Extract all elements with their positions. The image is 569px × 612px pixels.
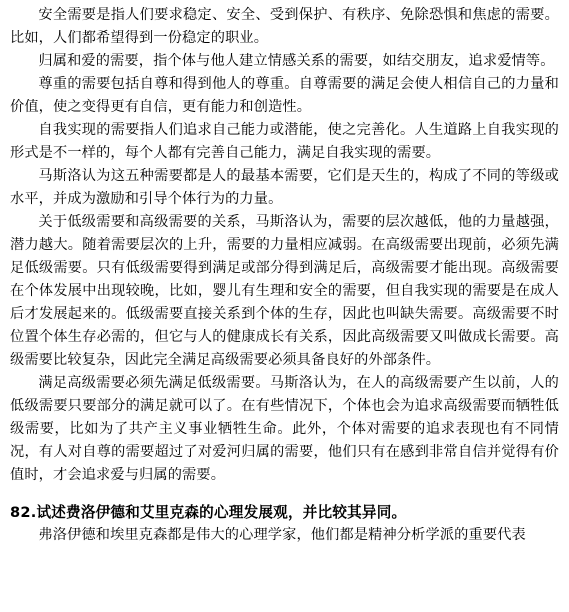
section-spacer [10, 487, 559, 501]
paragraph-self-actualization: 自我实现的需要指人们追求自己能力或潜能，使之完善化。人生道路上自我实现的形式是不一样的，每个人都有完善自己能力，满足自我实现的需要。 [10, 122, 559, 161]
paragraph-belonging-needs: 归属和爱的需要，指个体与他人建立情感关系的需要，如结交朋友，追求爱情等。 [38, 53, 555, 69]
paragraph-higher-needs: 满足高级需要必须先满足低级需要。马斯洛认为，在人的高级需要产生以前，人的低级需要只要部分的满足就可以了。在有些情况下，个体也会为追求高级需要而牺牲低级需要，比如为了共产主义事业牺牲生命。此外，个体对需要的追求表现也有不同情况，有人对自尊的需要超过了对爱河归属的需要，他们只有在感到非常自信并觉得有价值时，才会追求爱与归属的需要。 [10, 375, 559, 483]
paragraph-esteem-needs: 尊重的需要包括自尊和得到他人的尊重。自尊需要的满足会使人相信自己的力量和价值，使之变得更有自信，更有能力和创造性。 [10, 76, 559, 115]
paragraph-needs-relationship: 关于低级需要和高级需要的关系，马斯洛认为，需要的层次越低，他的力量越强，潜力越大。随着需要层次的上升，需要的力量相应减弱。在高级需要出现前，必须先满足低级需要。只有低级需要得到满足或部分得到满足后，高级需要才能出现。高级需要在个体发展中出现较晚，比如，婴儿有生理和安全的需要，但自我实现的需要是在成人后才发展起来的。低级需要直接关系到个体的生存，因此也叫缺失需要。高级需要不时位置个体生存必需的，但它与人的健康成长有关系，因此高级需要又叫做成长需要。高级需要比较复杂，因此完全满足高级需要必须具备良好的外部条件。 [10, 214, 559, 368]
question-heading: 82.试述费洛伊德和艾里克森的心理发展观，并比较其异同。 [10, 504, 407, 521]
paragraph-safety-needs: 安全需要是指人们要求稳定、安全、受到保护、有秩序、免除恐惧和焦虑的需要。比如，人们都希望得到一份稳定的职业。 [10, 7, 559, 46]
paragraph-answer-intro: 弗洛伊德和埃里克森都是伟大的心理学家，他们都是精神分析学派的重要代表 [38, 527, 526, 543]
document-page [10, 4, 559, 547]
paragraph-five-needs-summary: 马斯洛认为这五种需要都是人的最基本需要，它们是天生的，构成了不同的等级或水平，并成为激励和引导个体行为的力量。 [10, 168, 559, 207]
